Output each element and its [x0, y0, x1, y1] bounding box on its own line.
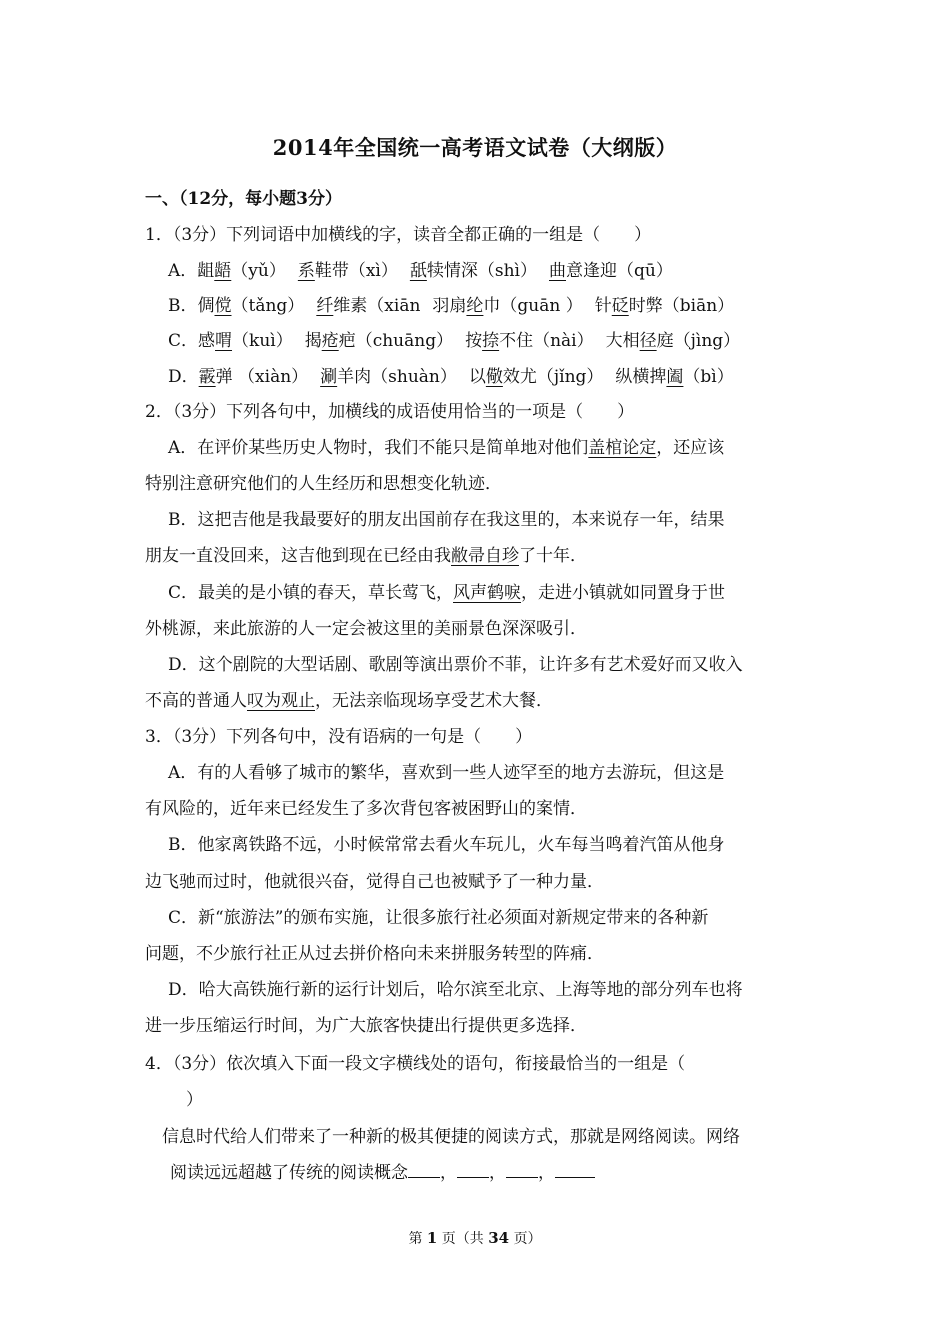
page-footer: 第 1 页（共 34 页）: [408, 1229, 542, 1247]
question-1-option-b: B．倜傥（tǎng） 纤维素（xiān 羽扇纶巾（guān ） 针砭时弊（biān）: [168, 296, 735, 316]
question-2-option-b: B．这把吉他是我最要好的朋友出国前存在我这里的，本来说存一年，结果: [168, 510, 725, 530]
question-3-option-c-cont: 问题，不少旅行社正从过去拼价格向未来拼服务转型的阵痛．: [145, 944, 604, 964]
question-1-option-d: D．霰弹 （xiàn） 涮羊肉（shuàn） 以儆效尤（jǐng） 纵横捭阖（bì）: [168, 367, 734, 387]
question-3-option-d: D．哈大高铁施行新的运行计划后，哈尔滨至北京、上海等地的部分列车也将: [168, 980, 743, 1000]
question-2-option-b-cont: 朋友一直没回来，这吉他到现在已经由我敝帚自珍了十年．: [145, 546, 587, 566]
question-1-option-a: A．龃龉（yǔ） 系鞋带（xì） 舐犊情深（shì） 曲意逢迎（qū）: [168, 261, 673, 281]
question-2-option-a: A．在评价某些历史人物时，我们不能只是简单地对他们盖棺论定，还应该: [168, 438, 725, 458]
fill-blank-3: [506, 1162, 538, 1178]
question-1-option-c: C．感喟（kuì） 揭疮疤（chuāng） 按捺不住（nài） 大相径庭（jìng）: [168, 331, 741, 351]
question-1-stem: 1．（3分）下列词语中加横线的字，读音全都正确的一组是（ ）: [145, 225, 652, 245]
question-2-option-c: C．最美的是小镇的春天，草长莺飞，风声鹤唳，走进小镇就如同置身于世: [168, 583, 726, 603]
fill-blank-1: [408, 1162, 440, 1178]
question-3-option-a-cont: 有风险的，近年来已经发生了多次背包客被困野山的案情．: [145, 799, 587, 819]
question-4-passage: 信息时代给人们带来了一种新的极其便捷的阅读方式，那就是网络阅读。网络: [162, 1127, 740, 1147]
question-3-option-d-cont: 进一步压缩运行时间，为广大旅客快捷出行提供更多选择．: [145, 1016, 587, 1036]
question-3-option-b-cont: 边飞驰而过时，他就很兴奋，觉得自己也被赋予了一种力量．: [145, 872, 604, 892]
question-2-stem: 2．（3分）下列各句中，加横线的成语使用恰当的一项是（ ）: [145, 402, 635, 422]
section-heading: 一、（12分，每小题3分）: [145, 189, 342, 209]
question-3-option-a: A．有的人看够了城市的繁华，喜欢到一些人迹罕至的地方去游玩，但这是: [168, 763, 725, 783]
fill-blank-4: [555, 1162, 595, 1178]
question-2-option-d: D．这个剧院的大型话剧、歌剧等演出票价不菲，让许多有艺术爱好而又收入: [168, 655, 743, 675]
page-total: 34: [488, 1229, 510, 1247]
page-number: 1: [426, 1229, 438, 1247]
question-3-stem: 3．（3分）下列各句中，没有语病的一句是（ ）: [145, 727, 533, 747]
fill-blank-2: [457, 1162, 489, 1178]
question-2-option-a-cont: 特别注意研究他们的人生经历和思想变化轨迹．: [145, 474, 502, 494]
question-2-option-c-cont: 外桃源，来此旅游的人一定会被这里的美丽景色深深吸引．: [145, 619, 587, 639]
question-4-stem-cont: ）: [186, 1090, 203, 1110]
question-4-passage-cont: 阅读远远超越了传统的阅读概念 ， ， ，: [170, 1162, 595, 1184]
page-title: 2014年全国统一高考语文试卷（大纲版）: [272, 135, 678, 160]
question-3-option-c: C．新“旅游法”的颁布实施，让很多旅行社必须面对新规定带来的各种新: [168, 908, 709, 928]
question-4-stem: 4．（3分）依次填入下面一段文字横线处的语句，衔接最恰当的一组是（: [145, 1054, 686, 1074]
question-2-option-d-cont: 不高的普通人叹为观止，无法亲临现场享受艺术大餐．: [145, 691, 553, 711]
question-3-option-b: B．他家离铁路不远，小时候常常去看火车玩儿，火车每当鸣着汽笛从他身: [168, 835, 725, 855]
